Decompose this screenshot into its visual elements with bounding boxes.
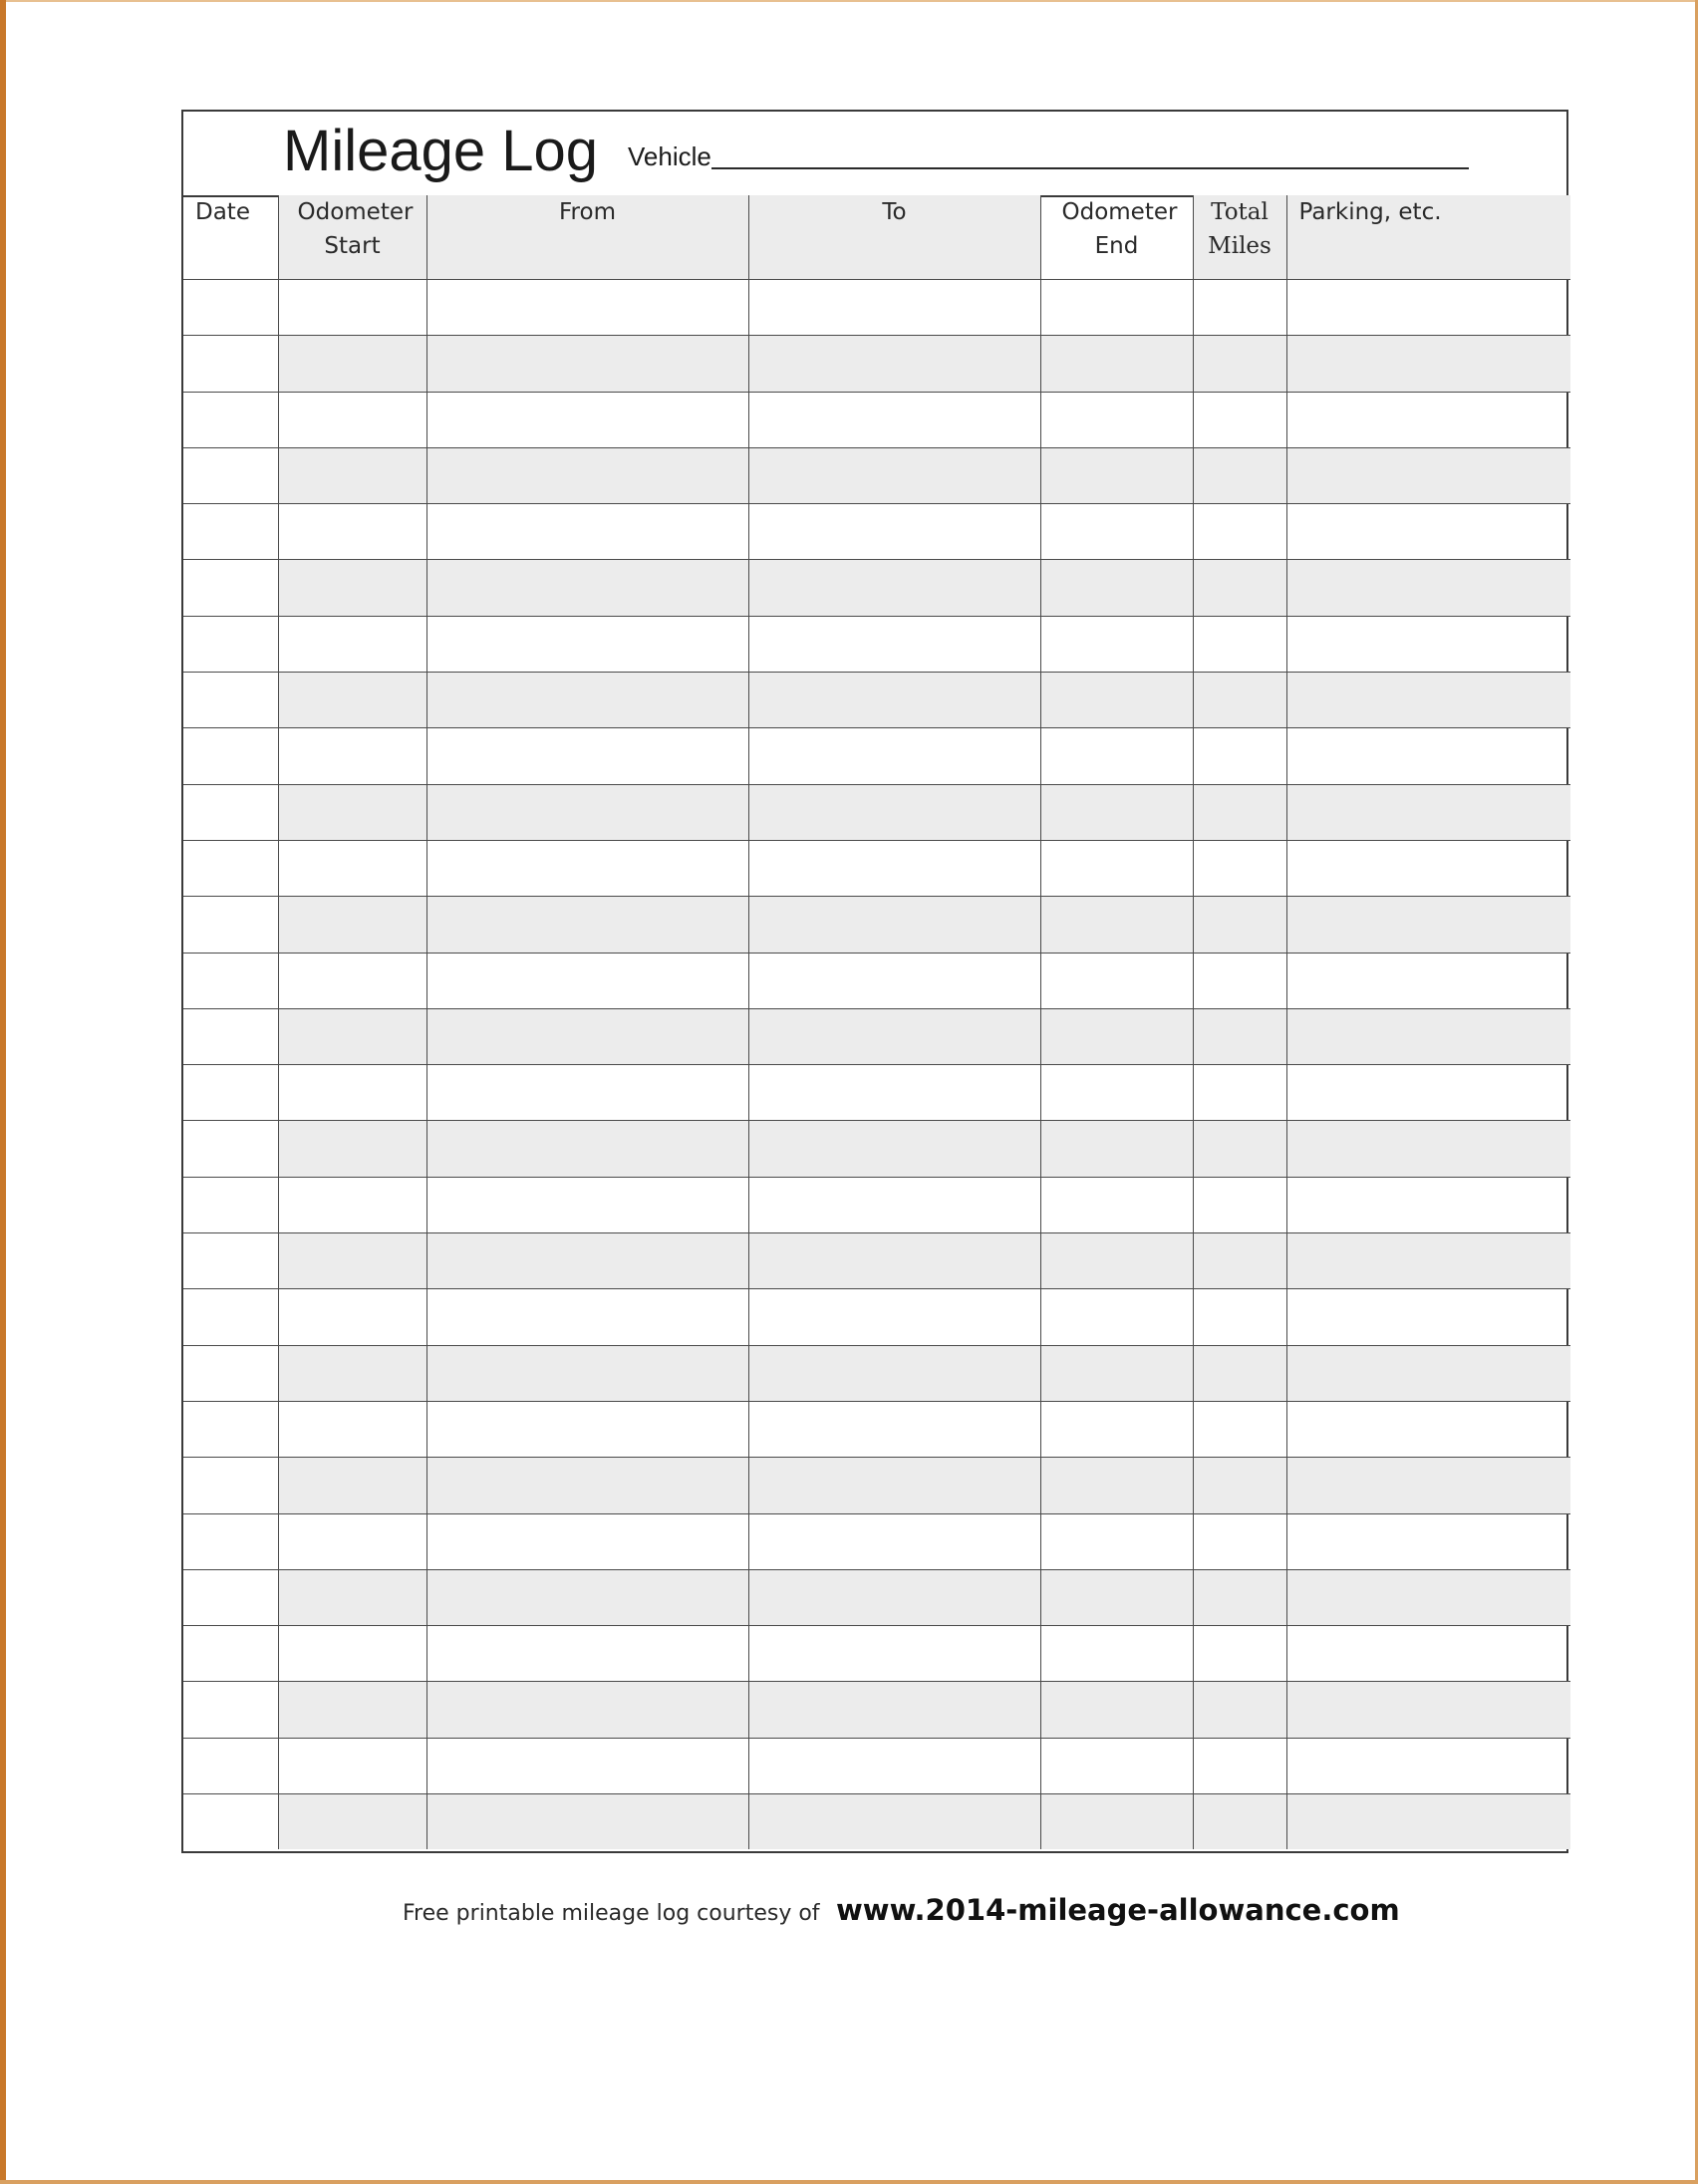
cell-from[interactable] [426, 1458, 748, 1513]
table-row [183, 897, 1570, 953]
cell-parking[interactable] [1286, 673, 1570, 728]
col-header-odometer-end [1040, 195, 1193, 280]
cell-odometer-end[interactable] [1040, 1569, 1193, 1625]
cell-odometer-end[interactable] [1040, 336, 1193, 392]
cell-total-miles[interactable] [1193, 728, 1286, 784]
cell-parking[interactable] [1286, 728, 1570, 784]
cell-odometer-end[interactable] [1040, 1682, 1193, 1738]
cell-to[interactable] [748, 336, 1040, 392]
cell-total-miles[interactable] [1193, 1401, 1286, 1457]
cell-to[interactable] [748, 1065, 1040, 1121]
cell-from[interactable] [426, 1738, 748, 1793]
cell-from[interactable] [426, 1121, 748, 1177]
cell-odometer-start[interactable] [278, 1738, 426, 1793]
col-header-total-miles [1193, 195, 1286, 280]
cell-parking[interactable] [1286, 1569, 1570, 1625]
cell-date[interactable] [183, 504, 278, 560]
cell-odometer-start[interactable] [278, 447, 426, 503]
cell-odometer-end[interactable] [1040, 560, 1193, 616]
cell-total-miles[interactable] [1193, 1177, 1286, 1232]
cell-parking[interactable] [1286, 392, 1570, 447]
cell-odometer-start[interactable] [278, 1008, 426, 1064]
table-row [183, 1008, 1570, 1064]
cell-total-miles[interactable] [1193, 336, 1286, 392]
cell-odometer-start[interactable] [278, 1682, 426, 1738]
table-row [183, 728, 1570, 784]
cell-to[interactable] [748, 1513, 1040, 1569]
col-header-odometer-end-label: Odometer End [1061, 199, 1178, 259]
cell-date[interactable] [183, 1065, 278, 1121]
header-row [183, 195, 1570, 280]
cell-to[interactable] [748, 1794, 1040, 1850]
cell-date[interactable] [183, 1289, 278, 1345]
cell-parking[interactable] [1286, 1626, 1570, 1682]
cell-odometer-end[interactable] [1040, 504, 1193, 560]
cell-from[interactable] [426, 1289, 748, 1345]
cell-date[interactable] [183, 616, 278, 672]
cell-parking[interactable] [1286, 1065, 1570, 1121]
cell-odometer-start[interactable] [278, 392, 426, 447]
cell-date[interactable] [183, 336, 278, 392]
cell-total-miles[interactable] [1193, 1569, 1286, 1625]
table-body [183, 280, 1570, 1850]
cell-total-miles[interactable] [1193, 673, 1286, 728]
cell-to[interactable] [748, 1626, 1040, 1682]
cell-total-miles[interactable] [1193, 280, 1286, 336]
cell-odometer-end[interactable] [1040, 1121, 1193, 1177]
cell-parking[interactable] [1286, 897, 1570, 953]
cell-odometer-start[interactable] [278, 673, 426, 728]
table-row [183, 1289, 1570, 1345]
cell-parking[interactable] [1286, 280, 1570, 336]
cell-parking[interactable] [1286, 1177, 1570, 1232]
cell-date[interactable] [183, 1008, 278, 1064]
cell-date[interactable] [183, 1513, 278, 1569]
table-row [183, 336, 1570, 392]
cell-odometer-end[interactable] [1040, 1794, 1193, 1850]
col-header-odometer-start [278, 195, 426, 280]
cell-to[interactable] [748, 1458, 1040, 1513]
cell-total-miles[interactable] [1193, 1233, 1286, 1289]
cell-parking[interactable] [1286, 1345, 1570, 1401]
table-row [183, 280, 1570, 336]
cell-odometer-start[interactable] [278, 1289, 426, 1345]
cell-total-miles[interactable] [1193, 784, 1286, 840]
page-edge-top [0, 0, 1698, 2]
cell-from[interactable] [426, 1682, 748, 1738]
cell-total-miles[interactable] [1193, 840, 1286, 896]
cell-odometer-end[interactable] [1040, 280, 1193, 336]
cell-parking[interactable] [1286, 1289, 1570, 1345]
cell-total-miles[interactable] [1193, 392, 1286, 447]
cell-to[interactable] [748, 1233, 1040, 1289]
mileage-table [183, 195, 1570, 1849]
cell-date[interactable] [183, 1682, 278, 1738]
cell-odometer-start[interactable] [278, 616, 426, 672]
cell-from[interactable] [426, 953, 748, 1008]
cell-total-miles[interactable] [1193, 1626, 1286, 1682]
cell-odometer-start[interactable] [278, 504, 426, 560]
cell-total-miles[interactable] [1193, 560, 1286, 616]
cell-parking[interactable] [1286, 1794, 1570, 1850]
cell-parking[interactable] [1286, 1233, 1570, 1289]
cell-total-miles[interactable] [1193, 1008, 1286, 1064]
cell-date[interactable] [183, 280, 278, 336]
cell-odometer-start[interactable] [278, 336, 426, 392]
cell-to[interactable] [748, 392, 1040, 447]
cell-total-miles[interactable] [1193, 616, 1286, 672]
cell-date[interactable] [183, 1345, 278, 1401]
cell-from[interactable] [426, 280, 748, 336]
table-row [183, 447, 1570, 503]
cell-odometer-end[interactable] [1040, 840, 1193, 896]
table-row [183, 784, 1570, 840]
page-edge-bottom [0, 2180, 1698, 2184]
cell-odometer-end[interactable] [1040, 953, 1193, 1008]
cell-odometer-end[interactable] [1040, 1065, 1193, 1121]
cell-to[interactable] [748, 560, 1040, 616]
cell-odometer-end[interactable] [1040, 784, 1193, 840]
cell-total-miles[interactable] [1193, 1513, 1286, 1569]
cell-to[interactable] [748, 1401, 1040, 1457]
title-row [183, 112, 1566, 197]
table-row [183, 392, 1570, 447]
col-header-to: To [748, 195, 1040, 280]
vehicle-field[interactable] [711, 167, 1469, 169]
cell-from[interactable] [426, 1177, 748, 1232]
cell-from[interactable] [426, 840, 748, 896]
table-row [183, 1233, 1570, 1289]
cell-odometer-start[interactable] [278, 1513, 426, 1569]
cell-odometer-end[interactable] [1040, 392, 1193, 447]
col-header-from: From [426, 195, 748, 280]
cell-odometer-end[interactable] [1040, 616, 1193, 672]
vehicle-label: Vehicle [628, 141, 711, 171]
page-edge-left [0, 0, 6, 2184]
cell-parking[interactable] [1286, 784, 1570, 840]
cell-parking[interactable] [1286, 560, 1570, 616]
cell-to[interactable] [748, 840, 1040, 896]
cell-parking[interactable] [1286, 447, 1570, 503]
cell-odometer-end[interactable] [1040, 1401, 1193, 1457]
table-row [183, 953, 1570, 1008]
cell-from[interactable] [426, 1513, 748, 1569]
cell-to[interactable] [748, 1738, 1040, 1793]
cell-date[interactable] [183, 953, 278, 1008]
cell-odometer-start[interactable] [278, 1794, 426, 1850]
cell-parking[interactable] [1286, 1121, 1570, 1177]
cell-from[interactable] [426, 673, 748, 728]
cell-date[interactable] [183, 784, 278, 840]
cell-odometer-end[interactable] [1040, 1345, 1193, 1401]
cell-parking[interactable] [1286, 1682, 1570, 1738]
cell-parking[interactable] [1286, 1401, 1570, 1457]
col-header-odometer-start-label: Odometer Start [297, 199, 414, 259]
cell-total-miles[interactable] [1193, 1738, 1286, 1793]
cell-date[interactable] [183, 1569, 278, 1625]
table-row [183, 1738, 1570, 1793]
cell-odometer-start[interactable] [278, 1121, 426, 1177]
cell-odometer-start[interactable] [278, 1345, 426, 1401]
cell-odometer-start[interactable] [278, 784, 426, 840]
cell-parking[interactable] [1286, 1008, 1570, 1064]
table-row [183, 1794, 1570, 1850]
cell-from[interactable] [426, 504, 748, 560]
cell-odometer-end[interactable] [1040, 1289, 1193, 1345]
cell-date[interactable] [183, 560, 278, 616]
cell-odometer-end[interactable] [1040, 1513, 1193, 1569]
cell-from[interactable] [426, 1569, 748, 1625]
cell-from[interactable] [426, 1794, 748, 1850]
cell-odometer-start[interactable] [278, 280, 426, 336]
cell-odometer-end[interactable] [1040, 1008, 1193, 1064]
cell-from[interactable] [426, 784, 748, 840]
cell-from[interactable] [426, 1233, 748, 1289]
cell-odometer-start[interactable] [278, 1177, 426, 1232]
cell-odometer-end[interactable] [1040, 1233, 1193, 1289]
col-header-total-miles-label: Total Miles [1208, 199, 1272, 259]
cell-odometer-start[interactable] [278, 1569, 426, 1625]
footer-lead-text: Free printable mileage log courtesy of [403, 1901, 820, 1926]
cell-to[interactable] [748, 784, 1040, 840]
cell-parking[interactable] [1286, 840, 1570, 896]
cell-date[interactable] [183, 840, 278, 896]
cell-date[interactable] [183, 1626, 278, 1682]
table-row [183, 1458, 1570, 1513]
cell-parking[interactable] [1286, 1458, 1570, 1513]
cell-parking[interactable] [1286, 336, 1570, 392]
table-row [183, 1121, 1570, 1177]
cell-date[interactable] [183, 897, 278, 953]
cell-parking[interactable] [1286, 616, 1570, 672]
cell-to[interactable] [748, 1569, 1040, 1625]
cell-to[interactable] [748, 504, 1040, 560]
cell-odometer-end[interactable] [1040, 1177, 1193, 1232]
cell-to[interactable] [748, 1177, 1040, 1232]
footer [403, 1893, 1400, 1927]
form-title: Mileage Log [283, 119, 598, 183]
table-row [183, 840, 1570, 896]
cell-total-miles[interactable] [1193, 1065, 1286, 1121]
cell-total-miles[interactable] [1193, 1289, 1286, 1345]
cell-from[interactable] [426, 1626, 748, 1682]
cell-from[interactable] [426, 1065, 748, 1121]
cell-date[interactable] [183, 392, 278, 447]
cell-odometer-end[interactable] [1040, 1626, 1193, 1682]
cell-total-miles[interactable] [1193, 1345, 1286, 1401]
cell-date[interactable] [183, 1177, 278, 1232]
cell-odometer-start[interactable] [278, 953, 426, 1008]
cell-odometer-start[interactable] [278, 1458, 426, 1513]
table-row [183, 1065, 1570, 1121]
cell-total-miles[interactable] [1193, 447, 1286, 503]
cell-from[interactable] [426, 897, 748, 953]
table-row [183, 1401, 1570, 1457]
cell-to[interactable] [748, 1008, 1040, 1064]
cell-to[interactable] [748, 897, 1040, 953]
cell-date[interactable] [183, 728, 278, 784]
cell-from[interactable] [426, 392, 748, 447]
table-row [183, 1345, 1570, 1401]
cell-odometer-end[interactable] [1040, 1458, 1193, 1513]
cell-total-miles[interactable] [1193, 953, 1286, 1008]
cell-total-miles[interactable] [1193, 1682, 1286, 1738]
table-row [183, 560, 1570, 616]
mileage-log-form [181, 110, 1568, 1853]
cell-odometer-start[interactable] [278, 1626, 426, 1682]
cell-total-miles[interactable] [1193, 1458, 1286, 1513]
cell-odometer-start[interactable] [278, 1065, 426, 1121]
cell-odometer-end[interactable] [1040, 897, 1193, 953]
cell-from[interactable] [426, 616, 748, 672]
cell-parking[interactable] [1286, 953, 1570, 1008]
cell-total-miles[interactable] [1193, 1794, 1286, 1850]
cell-to[interactable] [748, 616, 1040, 672]
table-row [183, 504, 1570, 560]
cell-parking[interactable] [1286, 1513, 1570, 1569]
cell-date[interactable] [183, 1738, 278, 1793]
table-row [183, 1513, 1570, 1569]
cell-from[interactable] [426, 1345, 748, 1401]
cell-to[interactable] [748, 1682, 1040, 1738]
cell-from[interactable] [426, 447, 748, 503]
cell-from[interactable] [426, 560, 748, 616]
table-row [183, 1569, 1570, 1625]
cell-date[interactable] [183, 1121, 278, 1177]
cell-from[interactable] [426, 1401, 748, 1457]
table-row [183, 1626, 1570, 1682]
cell-from[interactable] [426, 336, 748, 392]
table-row [183, 1177, 1570, 1232]
cell-odometer-start[interactable] [278, 728, 426, 784]
cell-odometer-start[interactable] [278, 897, 426, 953]
cell-to[interactable] [748, 1121, 1040, 1177]
cell-odometer-start[interactable] [278, 1401, 426, 1457]
cell-date[interactable] [183, 1458, 278, 1513]
table-row [183, 1682, 1570, 1738]
cell-to[interactable] [748, 953, 1040, 1008]
cell-total-miles[interactable] [1193, 504, 1286, 560]
cell-to[interactable] [748, 280, 1040, 336]
cell-to[interactable] [748, 673, 1040, 728]
cell-to[interactable] [748, 1289, 1040, 1345]
cell-odometer-start[interactable] [278, 1233, 426, 1289]
cell-total-miles[interactable] [1193, 1121, 1286, 1177]
cell-to[interactable] [748, 728, 1040, 784]
cell-date[interactable] [183, 1401, 278, 1457]
cell-odometer-start[interactable] [278, 560, 426, 616]
cell-total-miles[interactable] [1193, 897, 1286, 953]
cell-from[interactable] [426, 728, 748, 784]
cell-from[interactable] [426, 1008, 748, 1064]
footer-url: www.2014-mileage-allowance.com [836, 1893, 1400, 1927]
cell-odometer-start[interactable] [278, 840, 426, 896]
col-header-date: Date [183, 195, 278, 280]
cell-date[interactable] [183, 673, 278, 728]
cell-to[interactable] [748, 1345, 1040, 1401]
cell-date[interactable] [183, 1233, 278, 1289]
cell-odometer-end[interactable] [1040, 673, 1193, 728]
cell-odometer-end[interactable] [1040, 1738, 1193, 1793]
cell-date[interactable] [183, 1794, 278, 1850]
cell-parking[interactable] [1286, 1738, 1570, 1793]
cell-to[interactable] [748, 447, 1040, 503]
cell-date[interactable] [183, 447, 278, 503]
cell-parking[interactable] [1286, 504, 1570, 560]
cell-odometer-end[interactable] [1040, 728, 1193, 784]
cell-odometer-end[interactable] [1040, 447, 1193, 503]
col-header-parking: Parking, etc. [1286, 195, 1570, 280]
table-row [183, 616, 1570, 672]
table-row [183, 673, 1570, 728]
